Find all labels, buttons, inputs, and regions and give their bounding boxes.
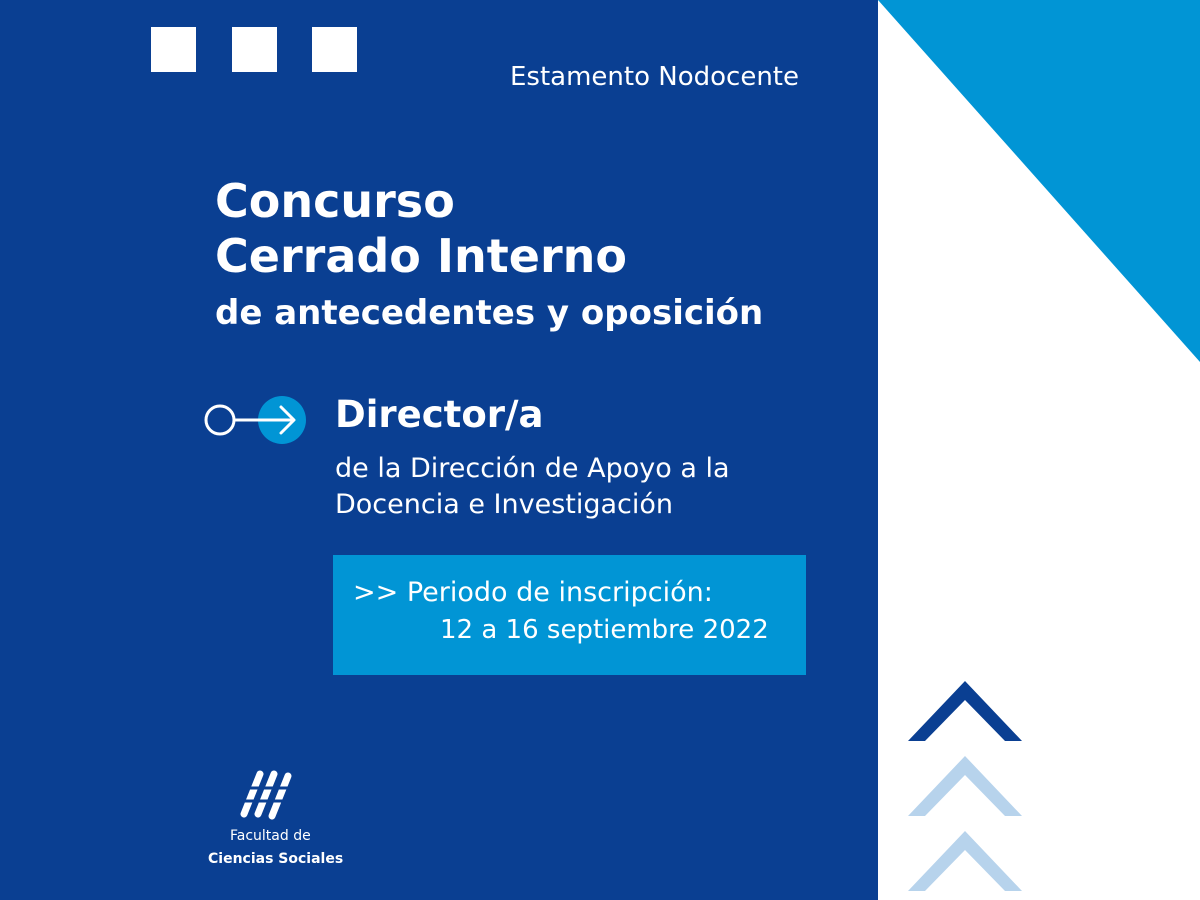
estamento-label: Estamento Nodocente (510, 62, 799, 92)
chevron-up-icon (905, 753, 1025, 819)
arrow-right-icon (200, 396, 308, 444)
title-line-2: Cerrado Interno (215, 229, 628, 283)
decor-square (151, 27, 196, 72)
title-line-3: de antecedentes y oposición (215, 293, 764, 333)
registration-box (333, 555, 806, 675)
decor-square (312, 27, 357, 72)
department-line-2: Docencia e Investigación (335, 489, 674, 520)
decor-square (232, 27, 277, 72)
chevron-up-icon (905, 678, 1025, 744)
chevron-up-icon (905, 828, 1025, 894)
position-role: Director/a (335, 393, 544, 436)
registration-label: >> Periodo de inscripción: (353, 577, 713, 608)
corner-triangle-decor (878, 0, 1200, 362)
registration-dates: 12 a 16 septiembre 2022 (440, 615, 769, 645)
faculty-logo-icon (238, 768, 298, 822)
faculty-name-line-1: Facultad de (230, 828, 311, 844)
faculty-name-line-2: Ciencias Sociales (208, 851, 344, 867)
department-line-1: de la Dirección de Apoyo a la (335, 453, 730, 484)
title-line-1: Concurso (215, 174, 455, 228)
